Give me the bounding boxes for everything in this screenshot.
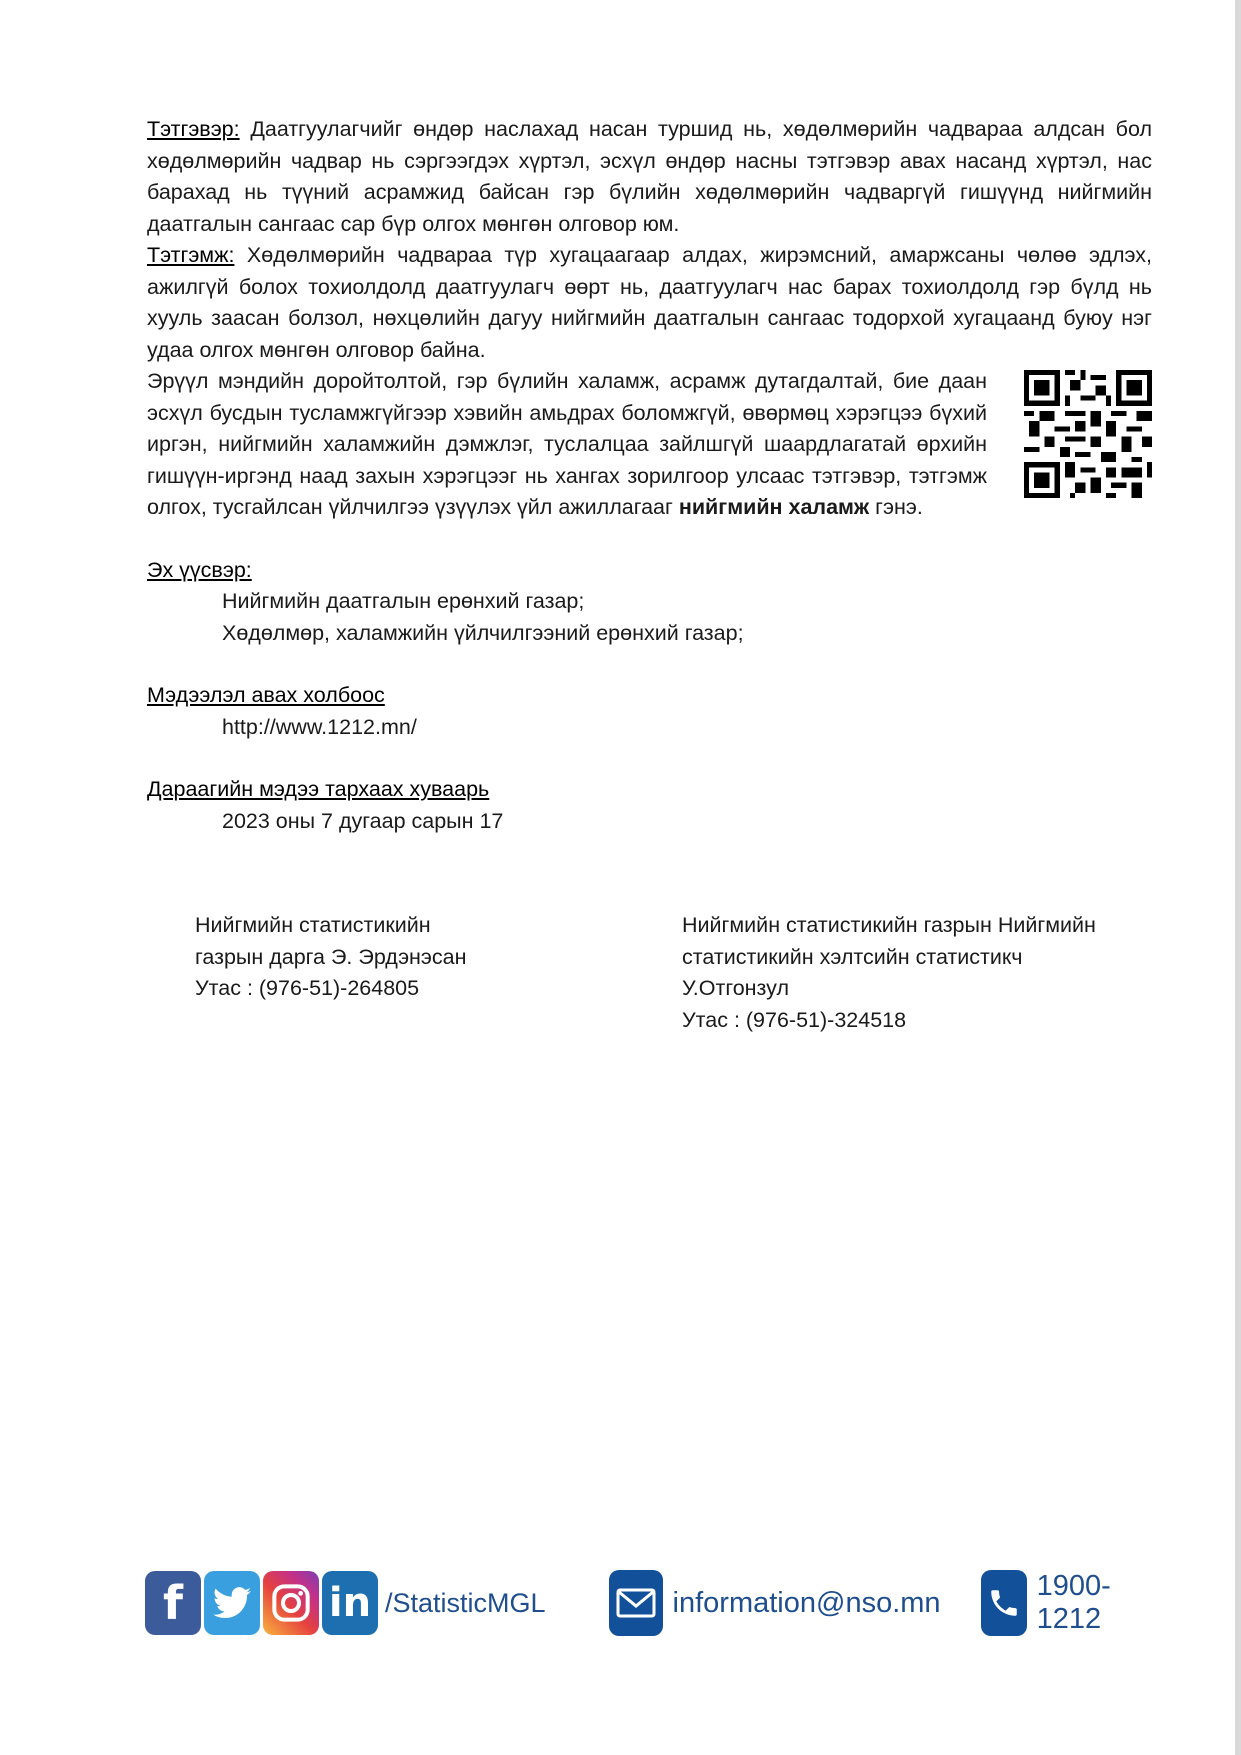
social-handle[interactable]: /StatisticMGL (385, 1587, 546, 1618)
twitter-icon[interactable] (204, 1571, 260, 1635)
benefit-definition: Хөдөлмөрийн чадвараа түр хугацаагаар алдах, жирэмсний, амаржсаны чөлөө эдлэх, ажилгүй болох тохиолдолд даатгуулагч өөрт нь, даатгуулагч нас барах тохиолдолд гэр бүлд нь хууль заасан болзол, нөхцөлийн дагуу нийгмийн даатгалын сангаас тодорхой хугацаанд буюу нэг удаа олгох мөнгөн олговор байна. (147, 243, 1152, 362)
source-item: Хөдөлмөр, халамжийн үйлчилгээний ерөнхий газар; (222, 620, 744, 645)
signer-left (195, 910, 682, 1036)
signer-right-line: статистикийн хэлтсийн статистикч (682, 944, 1023, 969)
welfare-row (147, 366, 1152, 524)
welfare-term: нийгмийн халамж (678, 495, 870, 519)
document-body (147, 114, 1152, 837)
phone-icon[interactable] (981, 1570, 1027, 1636)
sources-heading: Эх үүсвэр: (147, 557, 252, 582)
footer (145, 1570, 1155, 1636)
signers (195, 910, 1155, 1036)
signer-right-line: Нийгмийн статистикийн газрын Нийгмийн (682, 913, 1096, 937)
welfare-paragraph (147, 366, 987, 524)
signer-left-phone: Утас : (976-51)-264805 (195, 976, 420, 1000)
signer-right-line: У.Отгонзул (682, 976, 789, 1000)
signer-left-line: газрын дарга Э. Эрдэнэсан (195, 944, 467, 969)
signer-right-phone: Утас : (976-51)-324518 (682, 1007, 907, 1032)
email-address[interactable]: information@nso.mn (672, 1586, 941, 1619)
source-item: Нийгмийн даатгалын ерөнхий газар; (222, 589, 585, 613)
pension-definition: Даатгуулагчийг өндөр наслахад насан туршид нь, хөдөлмөрийн чадвараа алдсан бол хөдөлмөрийн чадвар нь сэргээгдэх хүртэл, эсхүл өндөр насны тэтгэвэр авах насанд хүртэл, нас барахад нь түүний асрамжид байсан гэр бүлийн хөдөлмөрийн чадваргүй гишүүнд нийгмийн даатгалын сангаас сар бүр олгох мөнгөн олговор юм. (147, 117, 1152, 236)
info-link-heading: Мэдээлэл авах холбоос (147, 683, 385, 707)
page-edge (1235, 0, 1241, 1755)
next-release-heading: Дараагийн мэдээ тархаах хуваарь (147, 777, 490, 801)
phone-group (981, 1570, 1155, 1636)
info-link-url[interactable]: http://www.1212.mn/ (222, 714, 417, 739)
signer-left-line: Нийгмийн статистикийн (195, 913, 431, 937)
linkedin-icon[interactable]: in (322, 1571, 378, 1635)
social-group (145, 1571, 546, 1635)
welfare-end: гэнэ. (869, 495, 923, 519)
benefit-term: Тэтгэмж: (147, 243, 235, 267)
benefit-paragraph (147, 240, 1152, 366)
pension-term: Тэтгэвэр: (147, 117, 240, 141)
email-group (609, 1570, 941, 1636)
pension-paragraph (147, 114, 1152, 240)
email-icon[interactable] (609, 1570, 663, 1636)
signer-right (682, 910, 1152, 1036)
instagram-icon[interactable] (263, 1571, 319, 1635)
next-release-date: 2023 оны 7 дугаар сарын 17 (222, 808, 504, 833)
phone-number[interactable]: 1900-1212 (1036, 1570, 1111, 1635)
facebook-icon[interactable]: f (145, 1571, 201, 1635)
welfare-definition: Эрүүл мэндийн доройтолтой, гэр бүлийн халамж, асрамж дутагдалтай, бие даан эсхүл бусдын тусламжгүйгээр хэвийн амьдрах боломжгүй, өвөрмөц хэрэгцээ бүхий иргэн, нийгмийн халамжийн дэмжлэг, туслалцаа зайлшгүй шаардлагатай өрхийн гишүүн-иргэнд наад захын хэрэгцээг нь хангах зорилгоор улсаас тэтгэвэр, тэтгэмж олгох, тусгайлсан үйлчилгээ үзүүлэх үйл ажиллагааг (147, 369, 987, 519)
qr-code-icon[interactable] (1024, 370, 1152, 498)
